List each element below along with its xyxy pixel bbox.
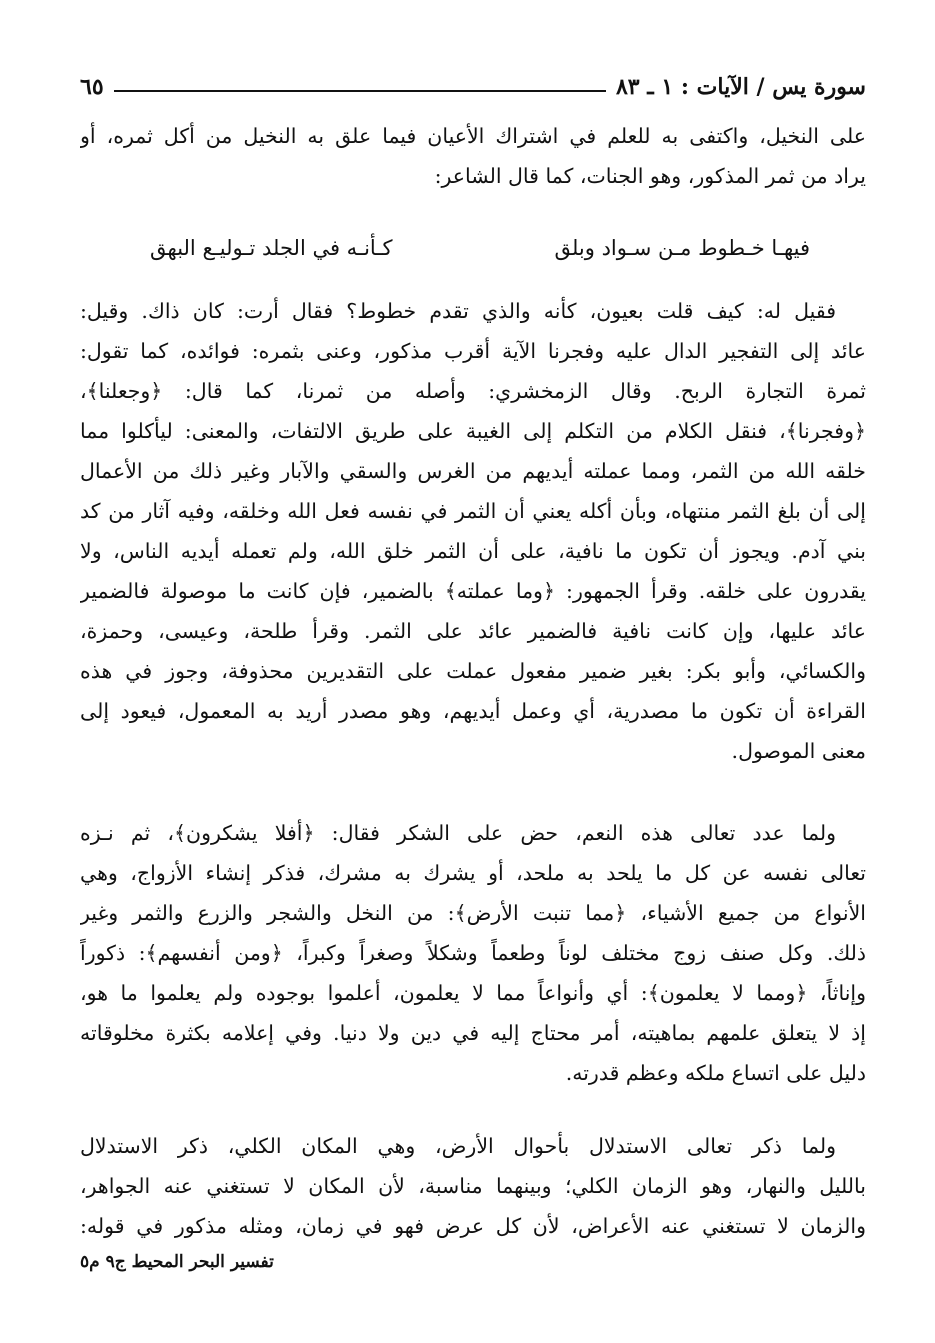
text-line: ولما ذكر تعالى الاستدلال بأحوال الأرض، وهي المكان الكلي، ذكر الاستدلال <box>80 1134 836 1158</box>
text-line: على النخيل، واكتفى به للعلم في اشتراك الأعيان فيما علق به النخيل من أكل ثمره، أو <box>80 124 866 148</box>
poetry-verse <box>150 228 810 268</box>
paragraph-4 <box>80 1126 866 1246</box>
paragraph-1 <box>80 116 866 196</box>
footer-signature <box>80 1252 866 1280</box>
verse-hemistich-right: فيهـا خـطوط مـن سـواد وبلق <box>554 236 810 260</box>
header-rule <box>114 90 606 92</box>
text-line: يقدرون على خلقه. وقرأ الجمهور: ﴿وما عملته﴾ بالضمير، فإن كانت ما موصولة فالضمير <box>80 579 866 603</box>
text-line: عائد إلى التفجير الدال عليه وفجرنا الآية أقرب مذكور، وعنى بثمره: فوائده، كما تقول: <box>80 339 866 363</box>
text-line: القراءة أن تكون ما مصدرية، أي وعمل أيديهم، وهو مصدر أريد به المعمول، فيعود إلى <box>80 699 866 723</box>
paragraph-2 <box>80 291 866 771</box>
text-line: خلقه الله من الثمر، ومما عملته أيديهم من الغرس والسقي والآبار وغير ذلك من الأعمال <box>80 459 866 483</box>
text-line: ذلك. وكل صنف زوج مختلف لوناً وطعماً وشكلاً وصغراً وكبراً، ﴿ومن أنفسهم﴾: ذكوراً <box>80 941 866 965</box>
text-line: عائد عليها، وإن كانت نافية فالضمير عائد على الثمر. وقرأ طلحة، وعيسى، وحمزة، <box>80 619 866 643</box>
header-title: سورة يس / الآيات : ١ ـ ٨٣ <box>615 74 866 100</box>
text-line: يراد من ثمر المذكور، وهو الجنات، كما قال الشاعر: <box>434 164 866 188</box>
paragraph-3 <box>80 813 866 1093</box>
page-number: ٦٥ <box>80 74 104 100</box>
text-line: إلى أن بلغ الثمر منتهاه، وبأن أكله يعني أن الثمر في نفسه فعل الله وخلقه، وفيه آثار من كد <box>80 499 866 523</box>
text-line: ﴿وفجرنا﴾، فنقل الكلام من التكلم إلى الغيبة على طريق الالتفات، والمعنى: ليأكلوا مما <box>80 419 866 443</box>
text-line: بني آدم. ويجوز أن تكون ما نافية، على أن الثمر خلق الله، ولم تعمله أيديه الناس، ولا <box>80 539 866 563</box>
signature-text: تفسير البحر المحيط ج٩ م٥ <box>80 1252 274 1272</box>
text-line: إذ لا يتعلق علمهم بماهيته، أمر محتاج إليه في دين ولا دنيا. وفي إعلامه بكثرة مخلوقاته <box>80 1021 866 1045</box>
text-line: دليل على اتساع ملكه وعظم قدرته. <box>565 1061 866 1085</box>
text-line: بالليل والنهار، وهو الزمان الكلي؛ وبينهما مناسبة، لأن المكان لا تستغني عنه الجواهر، <box>80 1174 866 1198</box>
text-line: والكسائي، وأبو بكر: بغير ضمير مفعول عملت على التقديرين محذوفة، وجوز في هذه <box>80 659 866 683</box>
text-line: ثمرة التجارة الربح. وقال الزمخشري: وأصله من ثمرنا، كما قال: ﴿وجعلنا﴾، <box>80 379 866 403</box>
verse-hemistich-left: كـأنـه في الجلد تـوليـع البهق <box>150 236 393 260</box>
text-line: ولما عدد تعالى هذه النعم، حض على الشكر فقال: ﴿أفلا يشكرون﴾، ثم نـزه <box>80 821 836 845</box>
running-header <box>80 66 866 100</box>
text-line: فقيل له: كيف قلت بعيون، كأنه والذي تقدم خطوط؟ فقال أرت: كان ذاك. وقيل: <box>80 299 836 323</box>
text-line: تعالى نفسه عن كل ما يلحد به ملحد، أو يشرك به مشرك، فذكر إنشاء الأزواج، وهي <box>80 861 866 885</box>
text-line: معنى الموصول. <box>731 739 866 763</box>
text-line: الأنواع من جميع الأشياء، ﴿مما تنبت الأرض﴾: من النخل والشجر والزرع والثمر وغير <box>80 901 866 925</box>
text-line: وإناثاً، ﴿ومما لا يعلمون﴾: أي وأنواعاً مما لا يعلمون، أعلموا بوجوده ولم يعلموا ما هو، <box>80 981 866 1005</box>
text-line: والزمان لا تستغني عنه الأعراض، لأن كل عرض فهو في زمان، ومثله مذكور في قوله: <box>80 1214 866 1238</box>
